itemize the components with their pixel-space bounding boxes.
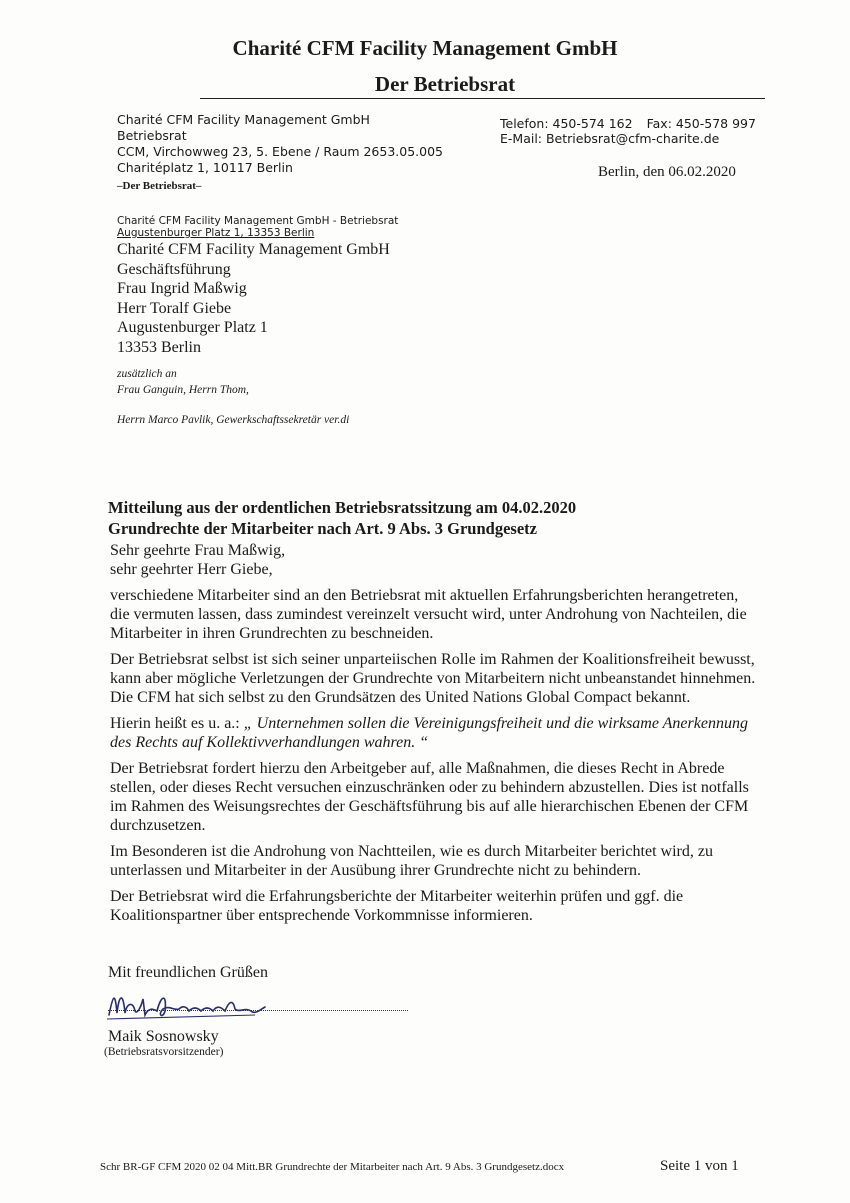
quote-lead: Hierin heißt es u. a.: <box>110 715 244 732</box>
return-address-line: Charité CFM Facility Management GmbH - Betriebsrat <box>117 215 399 227</box>
recipient-line: Charité CFM Facility Management GmbH <box>117 241 390 258</box>
salutation: Sehr geehrte Frau Maßwig, <box>110 542 286 559</box>
cc-line: zusätzlich an <box>117 368 177 380</box>
subject-line: Mitteilung aus der ordentlichen Betriebsratssitzung am 04.02.2020 <box>108 498 577 517</box>
contact-fax: Fax: 450-578 997 <box>646 116 756 131</box>
recipient-line: Frau Ingrid Maßwig <box>117 280 247 297</box>
body-paragraph: Der Betriebsrat selbst ist sich seiner unparteiischen Rolle im Rahmen der Koalitionsfreiheit bewusst, kann aber mögliche Verletzungen der Grundrechte von Mitarbeitern nicht unbeanstandet hinnehmen. Die CFM hat sich selbst zu den Grundsätzen des United Nations Global Compact bekannt. <box>110 651 756 706</box>
signatory-role: (Betriebsratsvorsitzender) <box>104 1046 224 1058</box>
signature-image <box>105 985 285 1025</box>
salutation: sehr geehrter Herr Giebe, <box>110 561 273 578</box>
contact-block <box>500 116 756 146</box>
letter-body <box>110 541 760 932</box>
handwritten-signature <box>105 985 285 1030</box>
sender-department: –Der Betriebsrat– <box>117 180 202 192</box>
sender-subline <box>117 178 443 194</box>
sender-line: Charité CFM Facility Management GmbH <box>117 112 370 127</box>
recipient-line: Herr Toralf Giebe <box>117 299 232 317</box>
contact-phone-fax-row <box>500 116 756 131</box>
page-number: Seite 1 von 1 <box>660 1158 739 1174</box>
quote-text: „ Unternehmen sollen die Vereinigungsfreiheit und die wirksame Anerkennung des Rechts auf Kollektivverhandlungen wahren. “ <box>110 715 748 751</box>
recipient-line: 13353 Berlin <box>117 338 201 356</box>
signatory-name: Maik Sosnowsky <box>108 1028 219 1045</box>
sender-line: Charitéplatz 1, 10117 Berlin <box>117 160 293 175</box>
contact-email: E-Mail: Betriebsrat@cfm-charite.de <box>500 131 720 146</box>
body-paragraph: Der Betriebsrat fordert hierzu den Arbeitgeber auf, alle Maßnahmen, die dieses Recht in Abrede stellen, oder dieses Recht versuchen einzuschränken oder zu behindern abzustellen. Dies ist notfalls im Rahmen des Weisungsrechtes der Geschäftsführung bis auf alle hierarchischen Ebenen der CFM durchzusetzen. <box>110 760 749 834</box>
body-paragraph: Der Betriebsrat wird die Erfahrungsberichte der Mitarbeiter weiterhin prüfen und ggf. die Koalitionspartner über entsprechende Vorkommnisse informieren. <box>110 888 684 924</box>
sender-line: Betriebsrat <box>117 128 187 143</box>
header-rule <box>200 98 765 99</box>
return-address <box>117 215 398 239</box>
body-paragraph: Im Besonderen ist die Androhung von Nachtteilen, wie es durch Mitarbeiter berichtet wird, zu unterlassen und Mitarbeiter in der Ausübung ihrer Grundrechte nicht zu behindern. <box>110 843 713 879</box>
recipient-line: Geschäftsführung <box>117 260 231 278</box>
cc-block <box>117 366 349 428</box>
sender-line: CCM, Virchowweg 23, 5. Ebene / Raum 2653.05.005 <box>117 144 444 159</box>
body-paragraph: verschiedene Mitarbeiter sind an den Betriebsrat mit aktuellen Erfahrungsberichten herangetreten, die vermuten lassen, dass zumindest vereinzelt versucht wird, unter Androhung von Nachteilen, die Mitarbeiter in ihren Grundrechten zu beschneiden. <box>110 587 747 642</box>
recipient-line: Augustenburger Platz 1 <box>117 319 268 336</box>
cc-line: Frau Ganguin, Herrn Thom, <box>117 384 249 396</box>
cc-spacer <box>117 398 349 412</box>
return-address-line: Augustenburger Platz 1, 13353 Berlin <box>117 227 315 239</box>
sender-address-block <box>117 112 443 194</box>
subject-block <box>108 497 576 539</box>
letter-date: Berlin, den 06.02.2020 <box>598 164 736 180</box>
letterhead-company: Charité CFM Facility Management GmbH <box>232 36 618 60</box>
footer-filename: Schr BR-GF CFM 2020 02 04 Mitt.BR Grundrechte der Mitarbeiter nach Art. 9 Abs. 3 Grundgesetz.docx <box>100 1161 565 1173</box>
closing-line: Mit freundlichen Grüßen <box>108 964 268 981</box>
cc-line: Herrn Marco Pavlik, Gewerkschaftssekretär ver.di <box>117 414 350 426</box>
body-paragraph-quote <box>110 714 760 752</box>
recipient-address-block <box>117 240 390 357</box>
signature-line <box>108 1010 408 1011</box>
contact-phone: Telefon: 450-574 162 <box>500 116 633 131</box>
letterhead-department: Der Betriebsrat <box>374 72 516 96</box>
subject-line: Grundrechte der Mitarbeiter nach Art. 9 Abs. 3 Grundgesetz <box>108 519 537 538</box>
